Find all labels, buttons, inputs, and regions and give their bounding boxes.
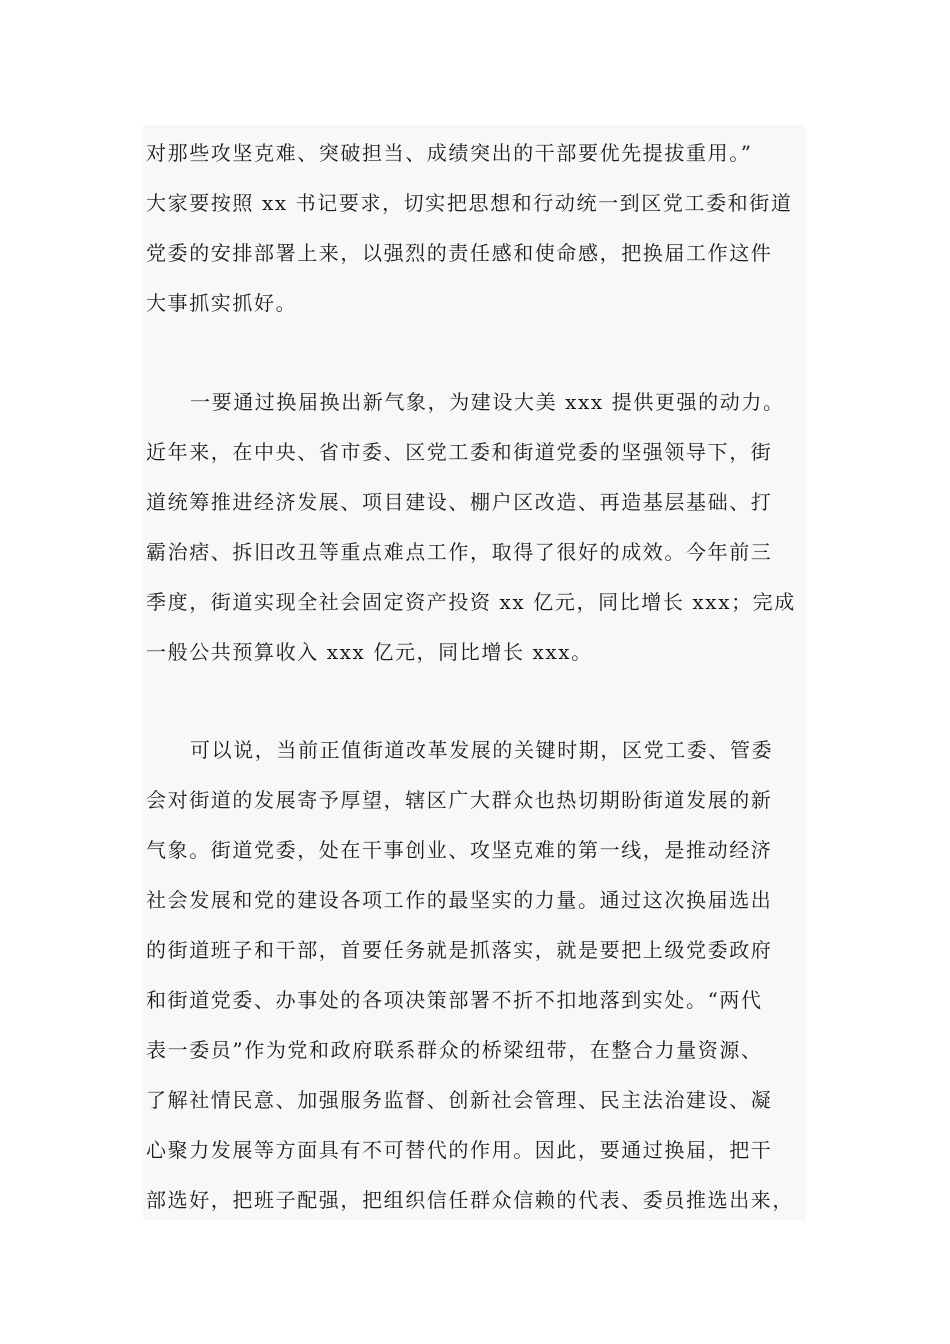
paragraph-line: 道统筹推进经济发展、项目建设、棚户区改造、再造基层基础、打 [146, 490, 773, 514]
paragraph-line: 霸治痞、拆旧改丑等重点难点工作，取得了很好的成效。今年前三 [146, 540, 773, 564]
paragraph-line: 表一委员”作为党和政府联系群众的桥梁纽带，在整合力量资源、 [146, 1038, 763, 1062]
paragraph-line: 的街道班子和干部，首要任务就是抓落实，就是要把上级党委政府 [146, 938, 773, 962]
paragraph-line: 部选好，把班子配强，把组织信任群众信赖的代表、委员推选出来， [146, 1188, 794, 1212]
paragraph-1 [146, 128, 806, 328]
paragraph-line: 心聚力发展等方面具有不可替代的作用。因此，要通过换届，把干 [146, 1138, 773, 1162]
paragraph-line: 对那些攻坚克难、突破担当、成绩突出的干部要优先提拔重用。” [146, 141, 753, 165]
paragraph-line: 一要通过换届换出新气象，为建设大美 xxx 提供更强的动力。 [190, 390, 785, 414]
paragraph-line: 可以说，当前正值街道改革发展的关键时期，区党工委、管委 [190, 738, 774, 762]
paragraph-line: 和街道党委、办事处的各项决策部署不折不扣地落到实处。“两代 [146, 988, 763, 1012]
paragraph-line: 大事抓实抓好。 [146, 291, 298, 315]
paragraph-line: 社会发展和党的建设各项工作的最坚实的力量。通过这次换届选出 [146, 888, 773, 912]
paragraph-line: 近年来，在中央、省市委、区党工委和街道党委的坚强领导下，街 [146, 440, 773, 464]
paragraph-line: 一般公共预算收入 xxx 亿元，同比增长 xxx。 [146, 640, 593, 664]
paragraph-line: 会对街道的发展寄予厚望，辖区广大群众也热切期盼街道发展的新 [146, 788, 773, 812]
paragraph-line: 大家要按照 xx 书记要求，切实把思想和行动统一到区党工委和街道 [146, 191, 793, 215]
paragraph-2 [146, 377, 806, 677]
paragraph-line: 气象。街道党委，处在干事创业、攻坚克难的第一线，是推动经济 [146, 838, 773, 862]
paragraph-line: 党委的安排部署上来，以强烈的责任感和使命感，把换届工作这件 [146, 241, 773, 265]
paragraph-3 [146, 725, 806, 1225]
paragraph-line: 了解社情民意、加强服务监督、创新社会管理、民主法治建设、凝 [146, 1088, 773, 1112]
paragraph-line: 季度，街道实现全社会固定资产投资 xx 亿元，同比增长 xxx；完成 [146, 590, 796, 614]
